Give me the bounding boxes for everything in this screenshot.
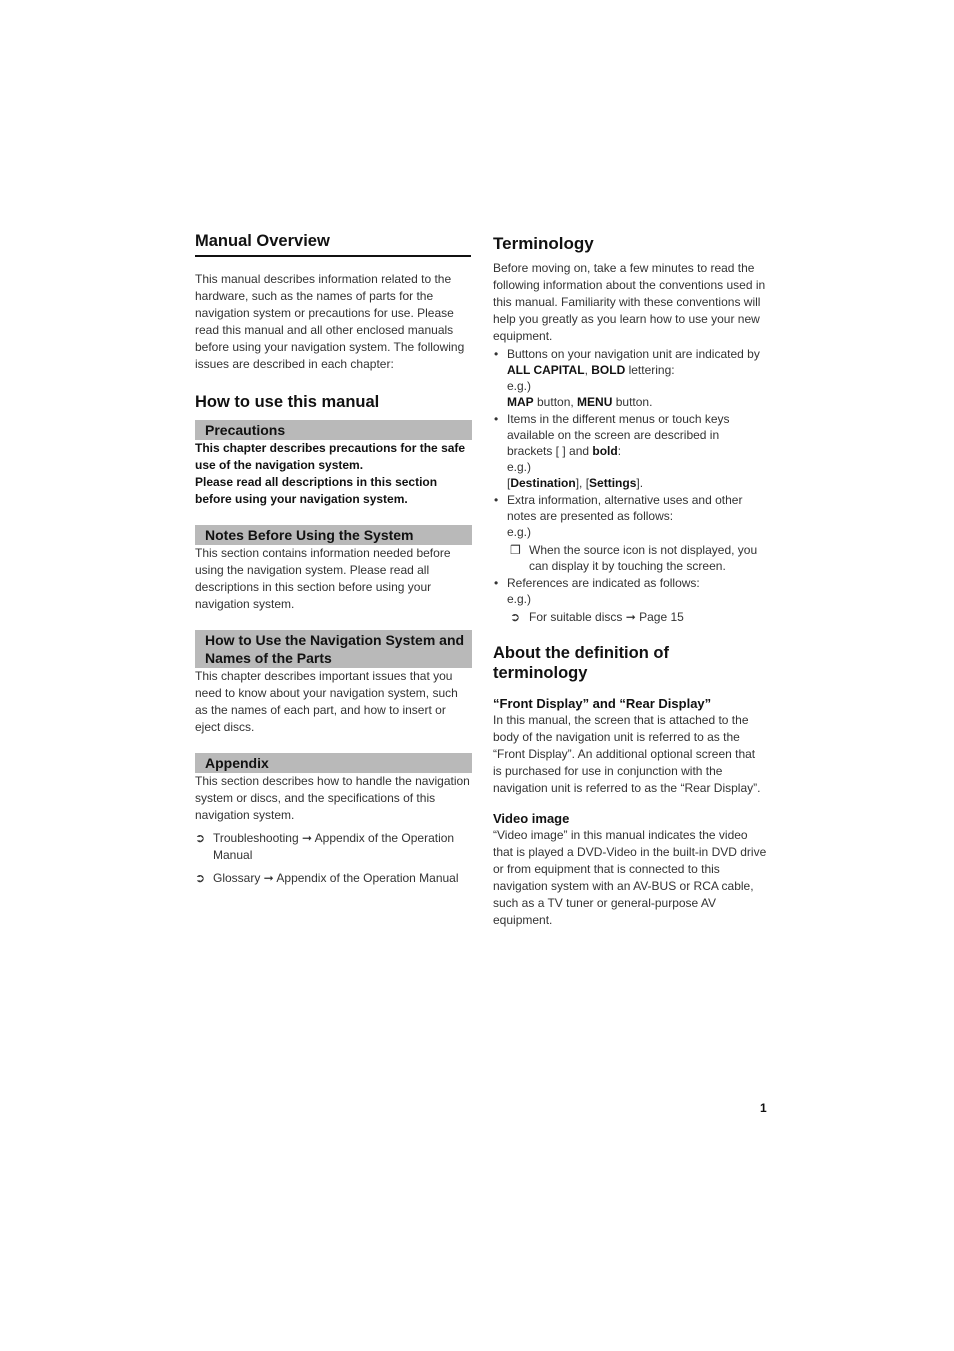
bullet-references-text: References are indicated as follows: bbox=[507, 576, 700, 590]
bullet-references-eg: e.g.) bbox=[507, 592, 532, 606]
reference-arrow-icon: ➲ bbox=[510, 610, 521, 624]
front-rear-display-text: In this manual, the screen that is attached to the body of the navigation unit is referred to as the “Front Display”. An additional optional screen that is purchased for use in conjunction with the navigation unit is referred to as the “Rear Display”. bbox=[493, 713, 761, 795]
appendix-heading: Appendix bbox=[195, 753, 472, 773]
reference-troubleshooting bbox=[195, 830, 471, 864]
notes-section bbox=[195, 525, 471, 613]
bullet-dot-icon: • bbox=[494, 493, 499, 507]
bullet-dot-icon: • bbox=[494, 347, 499, 361]
notes-text: This section contains information needed before using the navigation system. Please read all descriptions in this section before using your navigation system. bbox=[195, 546, 451, 611]
precautions-section bbox=[195, 420, 471, 508]
bullet-extra-info-example bbox=[493, 542, 767, 574]
reference-troubleshooting-text: Troubleshooting ➞ Appendix of the Operation Manual bbox=[213, 831, 455, 862]
terminology-text: Before moving on, take a few minutes to read the following information about the conventions used in this manual. Familiarity with these conventions will help you greatly as you learn how to use your new equipment. bbox=[493, 261, 766, 343]
bullet-dot-icon: • bbox=[494, 412, 499, 426]
appendix-section bbox=[195, 753, 471, 887]
manual-overview-text: This manual describes information related to the hardware, such as the names of parts for the navigation system or precautions for use. Please read this manual and all other enclosed manuals before using your navigation system. The following issues are described in each chapter: bbox=[195, 272, 465, 371]
appendix-text: This section describes how to handle the navigation system or discs, and the specifications of this navigation system. bbox=[195, 774, 470, 822]
video-image-heading: Video image bbox=[493, 811, 570, 826]
how-to-use-heading: How to use this manual bbox=[195, 393, 380, 411]
precautions-text-2: Please read all descriptions in this section before using your navigation system. bbox=[195, 475, 438, 506]
reference-arrow-icon: ➲ bbox=[195, 871, 206, 885]
bullet-references-example-text: For suitable discs ➞ Page 15 bbox=[529, 610, 684, 624]
bullet-menu-items-example: [Destination], [Settings]. bbox=[507, 476, 644, 490]
checkbox-note-icon: ❒ bbox=[510, 543, 521, 557]
how-to-use-nav-heading: How to Use the Navigation System and Names of the Parts bbox=[195, 630, 472, 668]
bullet-references bbox=[493, 575, 767, 591]
notes-heading: Notes Before Using the System bbox=[195, 525, 472, 545]
reference-glossary bbox=[195, 870, 471, 887]
bullet-extra-info bbox=[493, 492, 767, 524]
bullet-dot-icon: • bbox=[494, 576, 499, 590]
about-definition-heading: About the definition of terminology bbox=[493, 644, 669, 682]
terminology-heading: Terminology bbox=[493, 234, 594, 253]
bullet-references-example bbox=[493, 609, 767, 625]
bullet-extra-info-eg: e.g.) bbox=[507, 525, 532, 539]
page-number: 1 bbox=[760, 1101, 767, 1115]
bullet-menu-items bbox=[493, 411, 767, 459]
manual-overview-heading: Manual Overview bbox=[195, 232, 471, 257]
right-column bbox=[493, 232, 767, 929]
bullet-buttons-text: Buttons on your navigation unit are indicated by ALL CAPITAL, BOLD lettering: bbox=[507, 347, 760, 377]
bullet-buttons-eg: e.g.) bbox=[507, 379, 532, 393]
bullet-menu-items-text: Items in the different menus or touch keys available on the screen are described in brackets [ ] and bold: bbox=[507, 412, 730, 458]
how-to-use-nav-section bbox=[195, 630, 471, 736]
front-rear-display-heading: “Front Display” and “Rear Display” bbox=[493, 696, 712, 711]
left-column bbox=[195, 232, 471, 887]
bullet-buttons bbox=[493, 346, 767, 378]
precautions-text: This chapter describes precautions for the safe use of the navigation system. bbox=[195, 441, 466, 472]
bullet-buttons-example: MAP button, MENU button. bbox=[507, 395, 653, 409]
precautions-heading: Precautions bbox=[195, 420, 472, 440]
reference-glossary-text: Glossary ➞ Appendix of the Operation Manual bbox=[213, 871, 459, 885]
bullet-extra-info-text: Extra information, alternative uses and other notes are presented as follows: bbox=[507, 493, 743, 523]
video-image-text: “Video image” in this manual indicates the video that is played a DVD-Video in the built-in DVD drive or from equipment that is connected to this navigation system with an AV-BUS or RCA cable, such as a TV tuner or general-purpose AV equipment. bbox=[493, 828, 767, 927]
bullet-menu-items-eg: e.g.) bbox=[507, 460, 532, 474]
reference-arrow-icon: ➲ bbox=[195, 831, 206, 845]
how-to-use-nav-text: This chapter describes important issues that you need to know about your navigation system, such as the names of each part, and how to insert or eject discs. bbox=[195, 669, 458, 734]
bullet-extra-info-example-text: When the source icon is not displayed, you can display it by touching the screen. bbox=[529, 543, 758, 573]
